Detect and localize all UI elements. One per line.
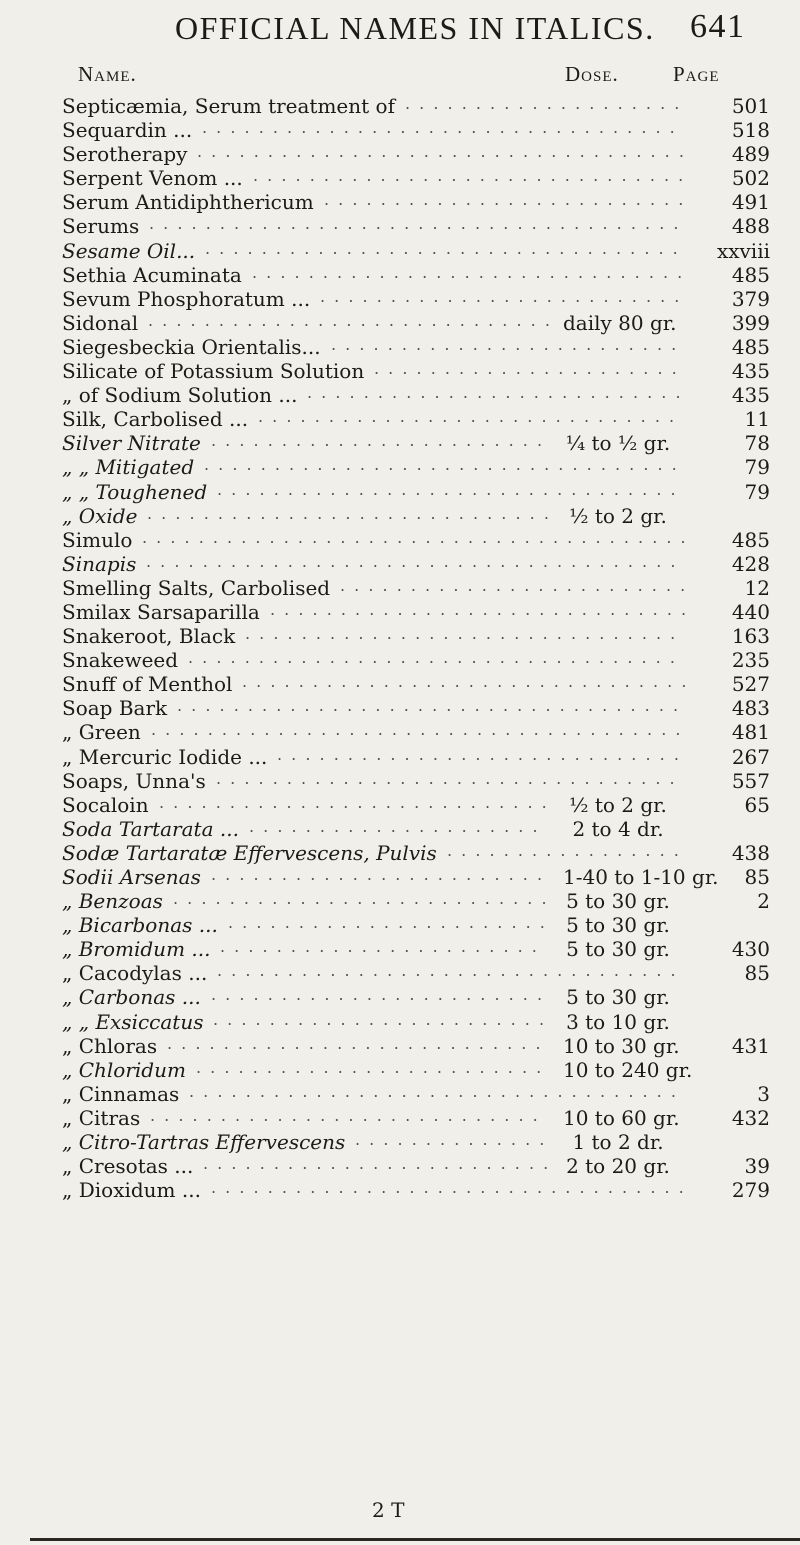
- entry-name: Smelling Salts, Carbolised: [62, 575, 331, 600]
- index-entry: [0, 407, 800, 431]
- entry-name: Snakeweed: [62, 648, 179, 673]
- index-entry: [0, 480, 800, 504]
- entry-dose: 5 to 30 gr.: [566, 913, 670, 938]
- index-entry: [0, 937, 800, 961]
- entry-page: 489: [731, 142, 770, 167]
- index-entry: [0, 383, 800, 407]
- entry-page: 79: [744, 455, 770, 480]
- entry-name: „ Chloras: [62, 1033, 158, 1058]
- entry-page: 2: [757, 889, 770, 914]
- entry-page: 435: [731, 359, 770, 384]
- leader-dots: . . . . . . . . . . . . . . . . . . . . . . . .: [211, 865, 545, 884]
- entry-dose: 10 to 240 gr.: [563, 1057, 693, 1082]
- leader-dots: . . . . . . . . . . . . . . . . . . . . . . . . . . . . . . . . . . .: [197, 142, 686, 162]
- leader-dots: . . . . . . . . . . . . . . . . . . . . . . . . . . .: [173, 889, 549, 909]
- index-entry: [0, 1082, 800, 1106]
- index-entry: [0, 190, 800, 214]
- index-entry: [0, 94, 800, 118]
- index-entry: [0, 118, 800, 142]
- entry-name: Silver Nitrate: [62, 431, 201, 456]
- leader-dots: . . . . . . . . . . . . . . . . . . . . . . . . . . .: [307, 383, 683, 403]
- entry-name: Sevum Phosphoratum ...: [62, 286, 311, 311]
- entry-name: „ Cresotas ...: [62, 1154, 194, 1179]
- entry-page: 430: [731, 937, 770, 962]
- leader-dots: . . . . . . . . . . . . . . . . . . . . . . . . . . . . .: [148, 310, 552, 330]
- leader-dots: . . . . . . . . . . . . . . . . . . . . . . . . . . . . . . . . . . . .: [177, 696, 681, 716]
- leader-dots: . . . . . . . . . . . . . . . . . . . . . . . . . . . . .: [277, 744, 681, 764]
- entry-name: „ Green: [62, 720, 141, 745]
- entry-name: Sidonal: [62, 310, 139, 335]
- entry-name: Septicæmia, Serum treatment of: [62, 94, 395, 118]
- index-entry: [0, 214, 800, 238]
- index-entry: [0, 720, 800, 744]
- entry-page: 3: [757, 1081, 770, 1106]
- leader-dots: . . . . . . . . . . . . . . . . . . . . . . . . . . . . . . .: [245, 624, 678, 644]
- index-entry: [0, 793, 800, 817]
- index-entry: [0, 769, 800, 793]
- entry-name: Sethia Acuminata: [62, 262, 242, 287]
- leader-dots: . . . . . . . . . . . . . . . . . . . . . . . . . . . . . . .: [252, 262, 685, 282]
- entry-page: 39: [744, 1154, 770, 1179]
- entry-name: „ Citras: [62, 1105, 141, 1130]
- leader-dots: . . . . . . . . . . . . . . . . . . . . . . . . . .: [320, 286, 682, 306]
- entry-dose: 2 to 4 dr.: [572, 816, 664, 841]
- leader-dots: . . . . . . . . . . . . . . . . . . . . . . . . . . .: [167, 1033, 543, 1053]
- entry-dose: ¼ to ½ gr.: [565, 431, 671, 456]
- entry-page: 78: [744, 431, 770, 456]
- entry-name: Serpent Venom ...: [62, 166, 243, 191]
- entry-name: „ Citro-Tartras Effervescens: [62, 1130, 346, 1155]
- entry-name: „ Bicarbonas ...: [62, 913, 218, 938]
- entry-name: Siegesbeckia Orientalis...: [62, 334, 321, 359]
- index-entry: [0, 889, 800, 913]
- index-entry: [0, 359, 800, 383]
- entry-name: Sodæ Tartaratæ Effervescens, Pulvis: [62, 840, 437, 865]
- index-entry: [0, 335, 800, 359]
- entry-dose: ½ to 2 gr.: [569, 503, 667, 528]
- leader-dots: . . . . . . . . . . . . . . . . . . . . . . . . . . . . . . . . . .: [204, 455, 679, 475]
- leader-dots: . . . . . . . . . . . . . . . . . . . . . . . . . . . .: [159, 792, 549, 812]
- leader-dots: . . . . . . . . . . . . . . . . . . . . . . .: [228, 913, 547, 933]
- header-title: OFFICIAL NAMES IN ITALICS.: [175, 10, 655, 46]
- index-entry: [0, 696, 800, 720]
- entry-name: „ Chloridum: [62, 1057, 186, 1082]
- entry-page: 431: [731, 1033, 770, 1058]
- leader-dots: . . . . . . . . . . . . . . . . . . . . . . . . . .: [324, 190, 686, 210]
- entry-name: Silicate of Potassium Solution: [62, 359, 365, 384]
- leader-dots: . . . . . . . . . . . . . . . . . . . .: [405, 94, 682, 113]
- index-entry: [0, 745, 800, 769]
- entry-page: 279: [731, 1178, 770, 1203]
- entry-name: „ „ Mitigated: [62, 455, 195, 480]
- entry-name: Soaps, Unna's: [62, 768, 206, 793]
- leader-dots: . . . . . . . . . . . . . . . . . . . . . . . . . . . .: [150, 1105, 540, 1125]
- entry-page: 379: [731, 286, 770, 311]
- entry-page: 485: [731, 262, 770, 287]
- leader-dots: . . . . . . . . . . . . . . . . . . . . . . . . . . . . . . . . . .: [211, 1178, 686, 1198]
- index-entries: [0, 94, 800, 1202]
- column-header-page: Page: [673, 62, 720, 86]
- entry-dose: 1-40 to 1-10 gr.: [563, 865, 719, 889]
- bottom-rule: [30, 1538, 800, 1541]
- page-number: 641: [690, 8, 746, 45]
- entry-page: 518: [731, 118, 770, 143]
- entry-page: 399: [731, 310, 770, 335]
- entry-name: Simulo: [62, 527, 133, 552]
- leader-dots: . . . . . . . . . . . . . . . . . . . . . . . . . . . . . . . .: [242, 672, 689, 692]
- leader-dots: . . . . . . . . . . . . . . . . . . . . . . . .: [211, 431, 545, 451]
- leader-dots: . . . . . . . . . . . . . . . . . . . . . . . .: [213, 1009, 547, 1029]
- leader-dots: . . . . . . . . . . . . . . . . . . . . . . .: [220, 937, 539, 957]
- index-entry: [0, 913, 800, 937]
- running-header: [0, 8, 800, 58]
- entry-page: 485: [731, 527, 770, 552]
- leader-dots: . . . . . . . . . . . . . . . . . . . . . . . . . . . . . . . . .: [216, 768, 677, 788]
- entry-name: „ of Sodium Solution ...: [62, 383, 298, 408]
- entry-name: „ Oxide: [62, 503, 138, 528]
- entry-page: 11: [744, 407, 770, 432]
- entry-name: Smilax Sarsaparilla: [62, 599, 260, 624]
- entry-name: Silk, Carbolised ...: [62, 407, 249, 432]
- index-entry: [0, 166, 800, 190]
- entry-page: 435: [731, 383, 770, 408]
- entry-name: Soap Bark: [62, 696, 168, 721]
- index-entry: [0, 455, 800, 479]
- leader-dots: . . . . . . . . . . . . . . . . . . . . . . . . . . . . . . . . . .: [205, 238, 680, 258]
- index-entry: [0, 961, 800, 985]
- index-entry: [0, 528, 800, 552]
- entry-dose: 5 to 30 gr.: [566, 937, 670, 962]
- entry-page: 12: [744, 575, 770, 600]
- leader-dots: . . . . . . . . . . . . . . . . . . . . . . . . .: [340, 575, 688, 595]
- entry-dose: 5 to 30 gr.: [566, 985, 670, 1010]
- index-entry: [0, 263, 800, 287]
- entry-dose: 10 to 30 gr.: [563, 1033, 680, 1058]
- leader-dots: . . . . . . . . . . . . . . . . . . . . . . . . . . . . . . . . . . . . . .: [146, 551, 678, 571]
- leader-dots: . . . . . . . . . . . . . . . . . . . . . . . .: [211, 985, 545, 1005]
- entry-page: xxviii: [716, 238, 770, 263]
- leader-dots: . . . . . . . . . . . . . . . . . . . . . . . . . . . . .: [147, 503, 551, 523]
- index-entry: [0, 1130, 800, 1154]
- index-entry: [0, 239, 800, 263]
- index-entry: [0, 311, 800, 335]
- entry-name: „ Dioxidum ...: [62, 1178, 201, 1203]
- index-entry: [0, 817, 800, 841]
- leader-dots: . . . . . . . . . . . . . .: [355, 1130, 547, 1150]
- index-entry: [0, 600, 800, 624]
- entry-name: Serum Antidiphthericum: [62, 190, 314, 215]
- entry-page: 488: [731, 214, 770, 239]
- entry-page: 235: [731, 648, 770, 673]
- leader-dots: . . . . . . . . . . . . . . . . . . . . . . . . . . . . . . . . . . . . . .: [151, 720, 683, 740]
- index-entry: [0, 504, 800, 528]
- leader-dots: . . . . . . . . . . . . . . . . . . . . . . . . .: [196, 1057, 544, 1077]
- entry-name: Snakeroot, Black: [62, 624, 236, 649]
- leader-dots: . . . . . . . . . . . . . . . . . . . . . . . . . . . . . . . . .: [217, 961, 678, 981]
- entry-name: Sequardin ...: [62, 118, 193, 143]
- signature-mark: 2 T: [372, 1498, 405, 1522]
- index-entry: [0, 648, 800, 672]
- leader-dots: . . . . . . . . . . . . . . . . . . . . . . . . .: [331, 334, 679, 354]
- column-header-name: Name.: [78, 62, 137, 86]
- entry-page: 481: [731, 720, 770, 745]
- entry-page: 432: [731, 1105, 770, 1130]
- index-entry: [0, 552, 800, 576]
- entry-dose: 5 to 30 gr.: [566, 889, 670, 914]
- entry-page: 438: [731, 840, 770, 865]
- index-entry: [0, 1154, 800, 1178]
- index-entry: [0, 1010, 800, 1034]
- entry-page: 85: [744, 961, 770, 986]
- entry-page: 267: [731, 744, 770, 769]
- entry-page: 440: [731, 599, 770, 624]
- entry-page: 557: [731, 768, 770, 793]
- leader-dots: . . . . . . . . . . . . . . . . . . . . . . . . . . . . . . . . . . . . . .: [149, 214, 681, 234]
- index-entry: [0, 841, 800, 865]
- index-entry: [0, 865, 800, 889]
- entry-name: „ Benzoas: [62, 889, 163, 914]
- index-entry: [0, 985, 800, 1009]
- leader-dots: . . . . . . . . . . . . . . . . . . . . . . . . . . . . . . . . . . . . . . .: [142, 527, 688, 547]
- leader-dots: . . . . . . . . . . . . . . . . . . . . . . . . . . . . . . . . . .: [202, 118, 677, 138]
- leader-dots: . . . . . . . . . . . . . . . . . . . . . . . . . . . . . . . . . . .: [188, 648, 677, 668]
- entry-page: 491: [731, 190, 770, 215]
- entry-name: Serums: [62, 214, 140, 239]
- index-entry: [0, 1106, 800, 1130]
- entry-name: Socaloin: [62, 792, 149, 817]
- entry-name: Sinapis: [62, 551, 137, 576]
- entry-page: 79: [744, 479, 770, 504]
- index-entry: [0, 624, 800, 648]
- entry-name: „ „ Exsiccatus: [62, 1009, 204, 1034]
- entry-name: Sesame Oil...: [62, 238, 196, 263]
- index-entry: [0, 142, 800, 166]
- index-entry: [0, 1058, 800, 1082]
- leader-dots: . . . . . . . . . . . . . . . . . . . . .: [249, 816, 540, 836]
- entry-page: 85: [744, 865, 770, 889]
- entry-name: „ „ Toughened: [62, 479, 208, 504]
- index-entry: [0, 1034, 800, 1058]
- entry-name: „ Carbonas ...: [62, 985, 201, 1010]
- entry-page: 163: [731, 624, 770, 649]
- leader-dots: . . . . . . . . . . . . . . . . . . . . . . . . .: [203, 1154, 551, 1174]
- column-header-dose: Dose.: [565, 62, 619, 86]
- leader-dots: . . . . . . . . . . . . . . . . . . . . . . . . . . . . . . .: [253, 166, 686, 186]
- leader-dots: . . . . . . . . . . . . . . . . . . . . . .: [374, 359, 679, 379]
- index-entry: [0, 576, 800, 600]
- entry-page: 501: [731, 94, 770, 118]
- entry-dose: daily 80 gr.: [563, 310, 677, 335]
- entry-page: 502: [731, 166, 770, 191]
- entry-name: Snuff of Menthol: [62, 672, 233, 697]
- entry-page: 483: [731, 696, 770, 721]
- leader-dots: . . . . . . . . . . . . . . . . . . . . . . . . . . . . . .: [270, 599, 689, 619]
- entry-name: Serotherapy: [62, 142, 188, 167]
- entry-dose: 2 to 20 gr.: [566, 1154, 670, 1179]
- leader-dots: . . . . . . . . . . . . . . . . . . . . . . . . . . . . . . . . . . .: [189, 1081, 678, 1101]
- index-entry: [0, 672, 800, 696]
- leader-dots: . . . . . . . . . . . . . . . . . . . . . . . . . . . . . . . . .: [217, 479, 678, 499]
- index-entry: [0, 287, 800, 311]
- leader-dots: . . . . . . . . . . . . . . . . . . . . . . . . . . . . . .: [258, 407, 677, 427]
- entry-page: 485: [731, 334, 770, 359]
- entry-dose: ½ to 2 gr.: [569, 792, 667, 817]
- entry-page: 65: [744, 792, 770, 817]
- entry-page: 428: [731, 551, 770, 576]
- entry-dose: 1 to 2 dr.: [572, 1130, 664, 1155]
- entry-name: „ Cacodylas ...: [62, 961, 208, 986]
- entry-name: „ Mercuric Iodide ...: [62, 744, 268, 769]
- entry-dose: 3 to 10 gr.: [566, 1009, 670, 1034]
- entry-page: 527: [731, 672, 770, 697]
- index-entry: [0, 1178, 800, 1202]
- entry-name: Sodii Arsenas: [62, 865, 201, 889]
- entry-name: Soda Tartarata ...: [62, 816, 239, 841]
- entry-name: „ Bromidum ...: [62, 937, 211, 962]
- entry-dose: 10 to 60 gr.: [563, 1105, 680, 1130]
- leader-dots: . . . . . . . . . . . . . . . . .: [447, 840, 681, 860]
- entry-name: „ Cinnamas: [62, 1081, 180, 1106]
- index-entry: [0, 431, 800, 455]
